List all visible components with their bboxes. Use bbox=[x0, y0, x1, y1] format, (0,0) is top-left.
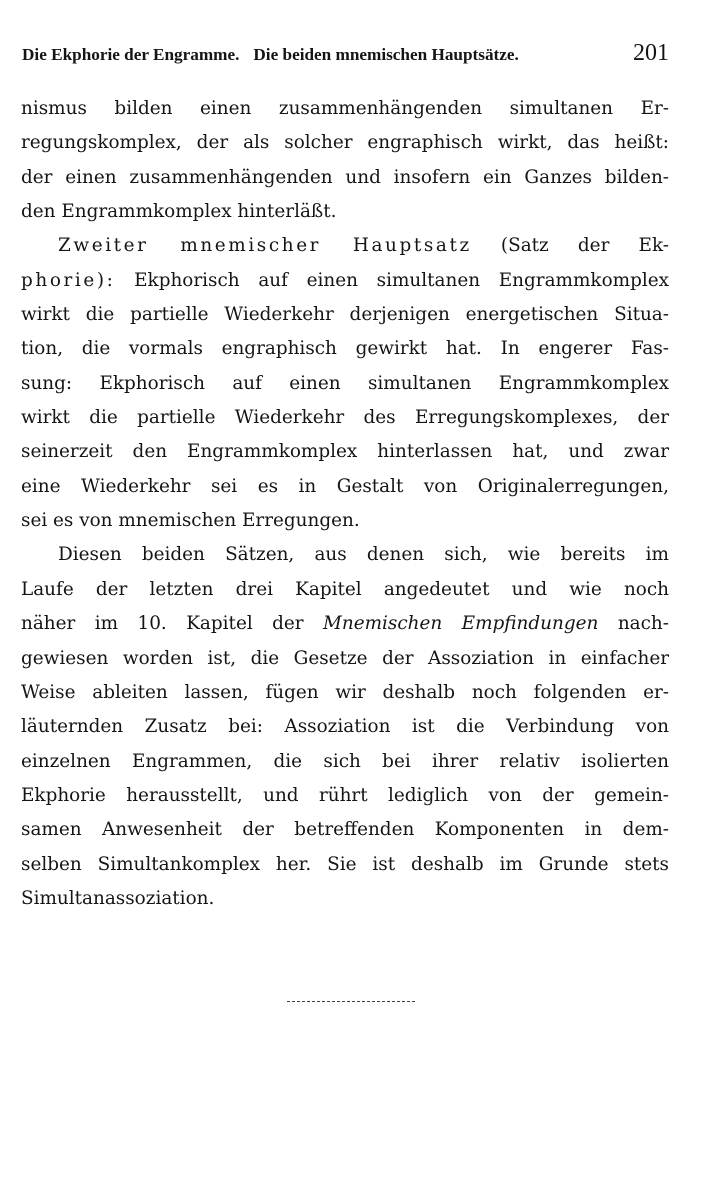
text-line: seinerzeit den Engrammkomplex hinterlassen hat, und zwar bbox=[21, 441, 669, 463]
section-end-rule bbox=[287, 1001, 415, 1002]
text-line: einzelnen Engrammen, die sich bei ihrer relativ isolierten bbox=[21, 750, 669, 772]
text-line: wirkt die partielle Wiederkehr derjenigen energetischen Situa- bbox=[21, 304, 669, 326]
text-line: samen Anwesenheit der betreffenden Komponenten in dem- bbox=[21, 819, 669, 841]
line-end: nach- bbox=[617, 613, 669, 635]
text-line: läuternden Zusatz bei: Assoziation ist die Verbindung von bbox=[21, 716, 669, 738]
text-line: tion, die vormals engraphisch gewirkt hat. In engerer Fas- bbox=[21, 338, 669, 360]
text-line: Diesen beiden Sätzen, aus denen sich, wie bereits im bbox=[58, 544, 669, 566]
body-text bbox=[21, 92, 669, 916]
book-title-emphasis: Mnemischen Empfindungen bbox=[323, 613, 599, 635]
text-line: sung: Ekphorisch auf einen simultanen Engrammkomplex bbox=[21, 372, 669, 394]
text-line: der einen zusammenhängenden und insofern ein Ganzes bilden- bbox=[21, 166, 669, 188]
page-number: 201 bbox=[633, 40, 669, 66]
text-line bbox=[21, 607, 669, 641]
text-line bbox=[21, 229, 669, 263]
text-line: eine Wiederkehr sei es in Gestalt von Originalerregungen, bbox=[21, 475, 669, 497]
running-head bbox=[22, 44, 670, 66]
text-line: gewiesen worden ist, die Gesetze der Assoziation in einfacher bbox=[21, 647, 669, 669]
text-line bbox=[21, 264, 669, 298]
text-line: Laufe der letzten drei Kapitel angedeutet und wie noch bbox=[21, 578, 669, 600]
line-start: näher im 10. Kapitel der bbox=[21, 613, 304, 635]
text-line: Ekphorie herausstellt, und rührt lediglich von der gemein- bbox=[21, 784, 669, 806]
text-line: sei es von mnemischen Erregungen. bbox=[21, 510, 360, 532]
line-rest: Ekphorisch auf einen simultanen Engrammkomplex bbox=[134, 269, 669, 291]
text-line: wirkt die partielle Wiederkehr des Erregungskomplexes, der bbox=[21, 407, 669, 429]
text-line: Simultanassoziation. bbox=[21, 887, 215, 909]
principle-heading-rest: (Satz der Ek- bbox=[500, 235, 669, 257]
chapter-title: Die Ekphorie der Engramme. bbox=[22, 45, 240, 64]
section-title: Die beiden mnemischen Hauptsätze. bbox=[253, 45, 519, 64]
text-line: regungskomplex, der als solcher engraphisch wirkt, das heißt: bbox=[21, 132, 669, 154]
text-line: nismus bilden einen zusammenhängenden simultanen Er- bbox=[21, 98, 669, 119]
text-line: selben Simultankomplex her. Sie ist deshalb im Grunde stets bbox=[21, 853, 669, 875]
principle-heading: Zweiter mnemischer Hauptsatz bbox=[58, 235, 472, 257]
text-line: Weise ableiten lassen, fügen wir deshalb noch folgenden er- bbox=[21, 681, 669, 703]
text-line: den Engrammkomplex hinterläßt. bbox=[21, 201, 337, 223]
principle-heading-cont: phorie): bbox=[21, 269, 116, 291]
